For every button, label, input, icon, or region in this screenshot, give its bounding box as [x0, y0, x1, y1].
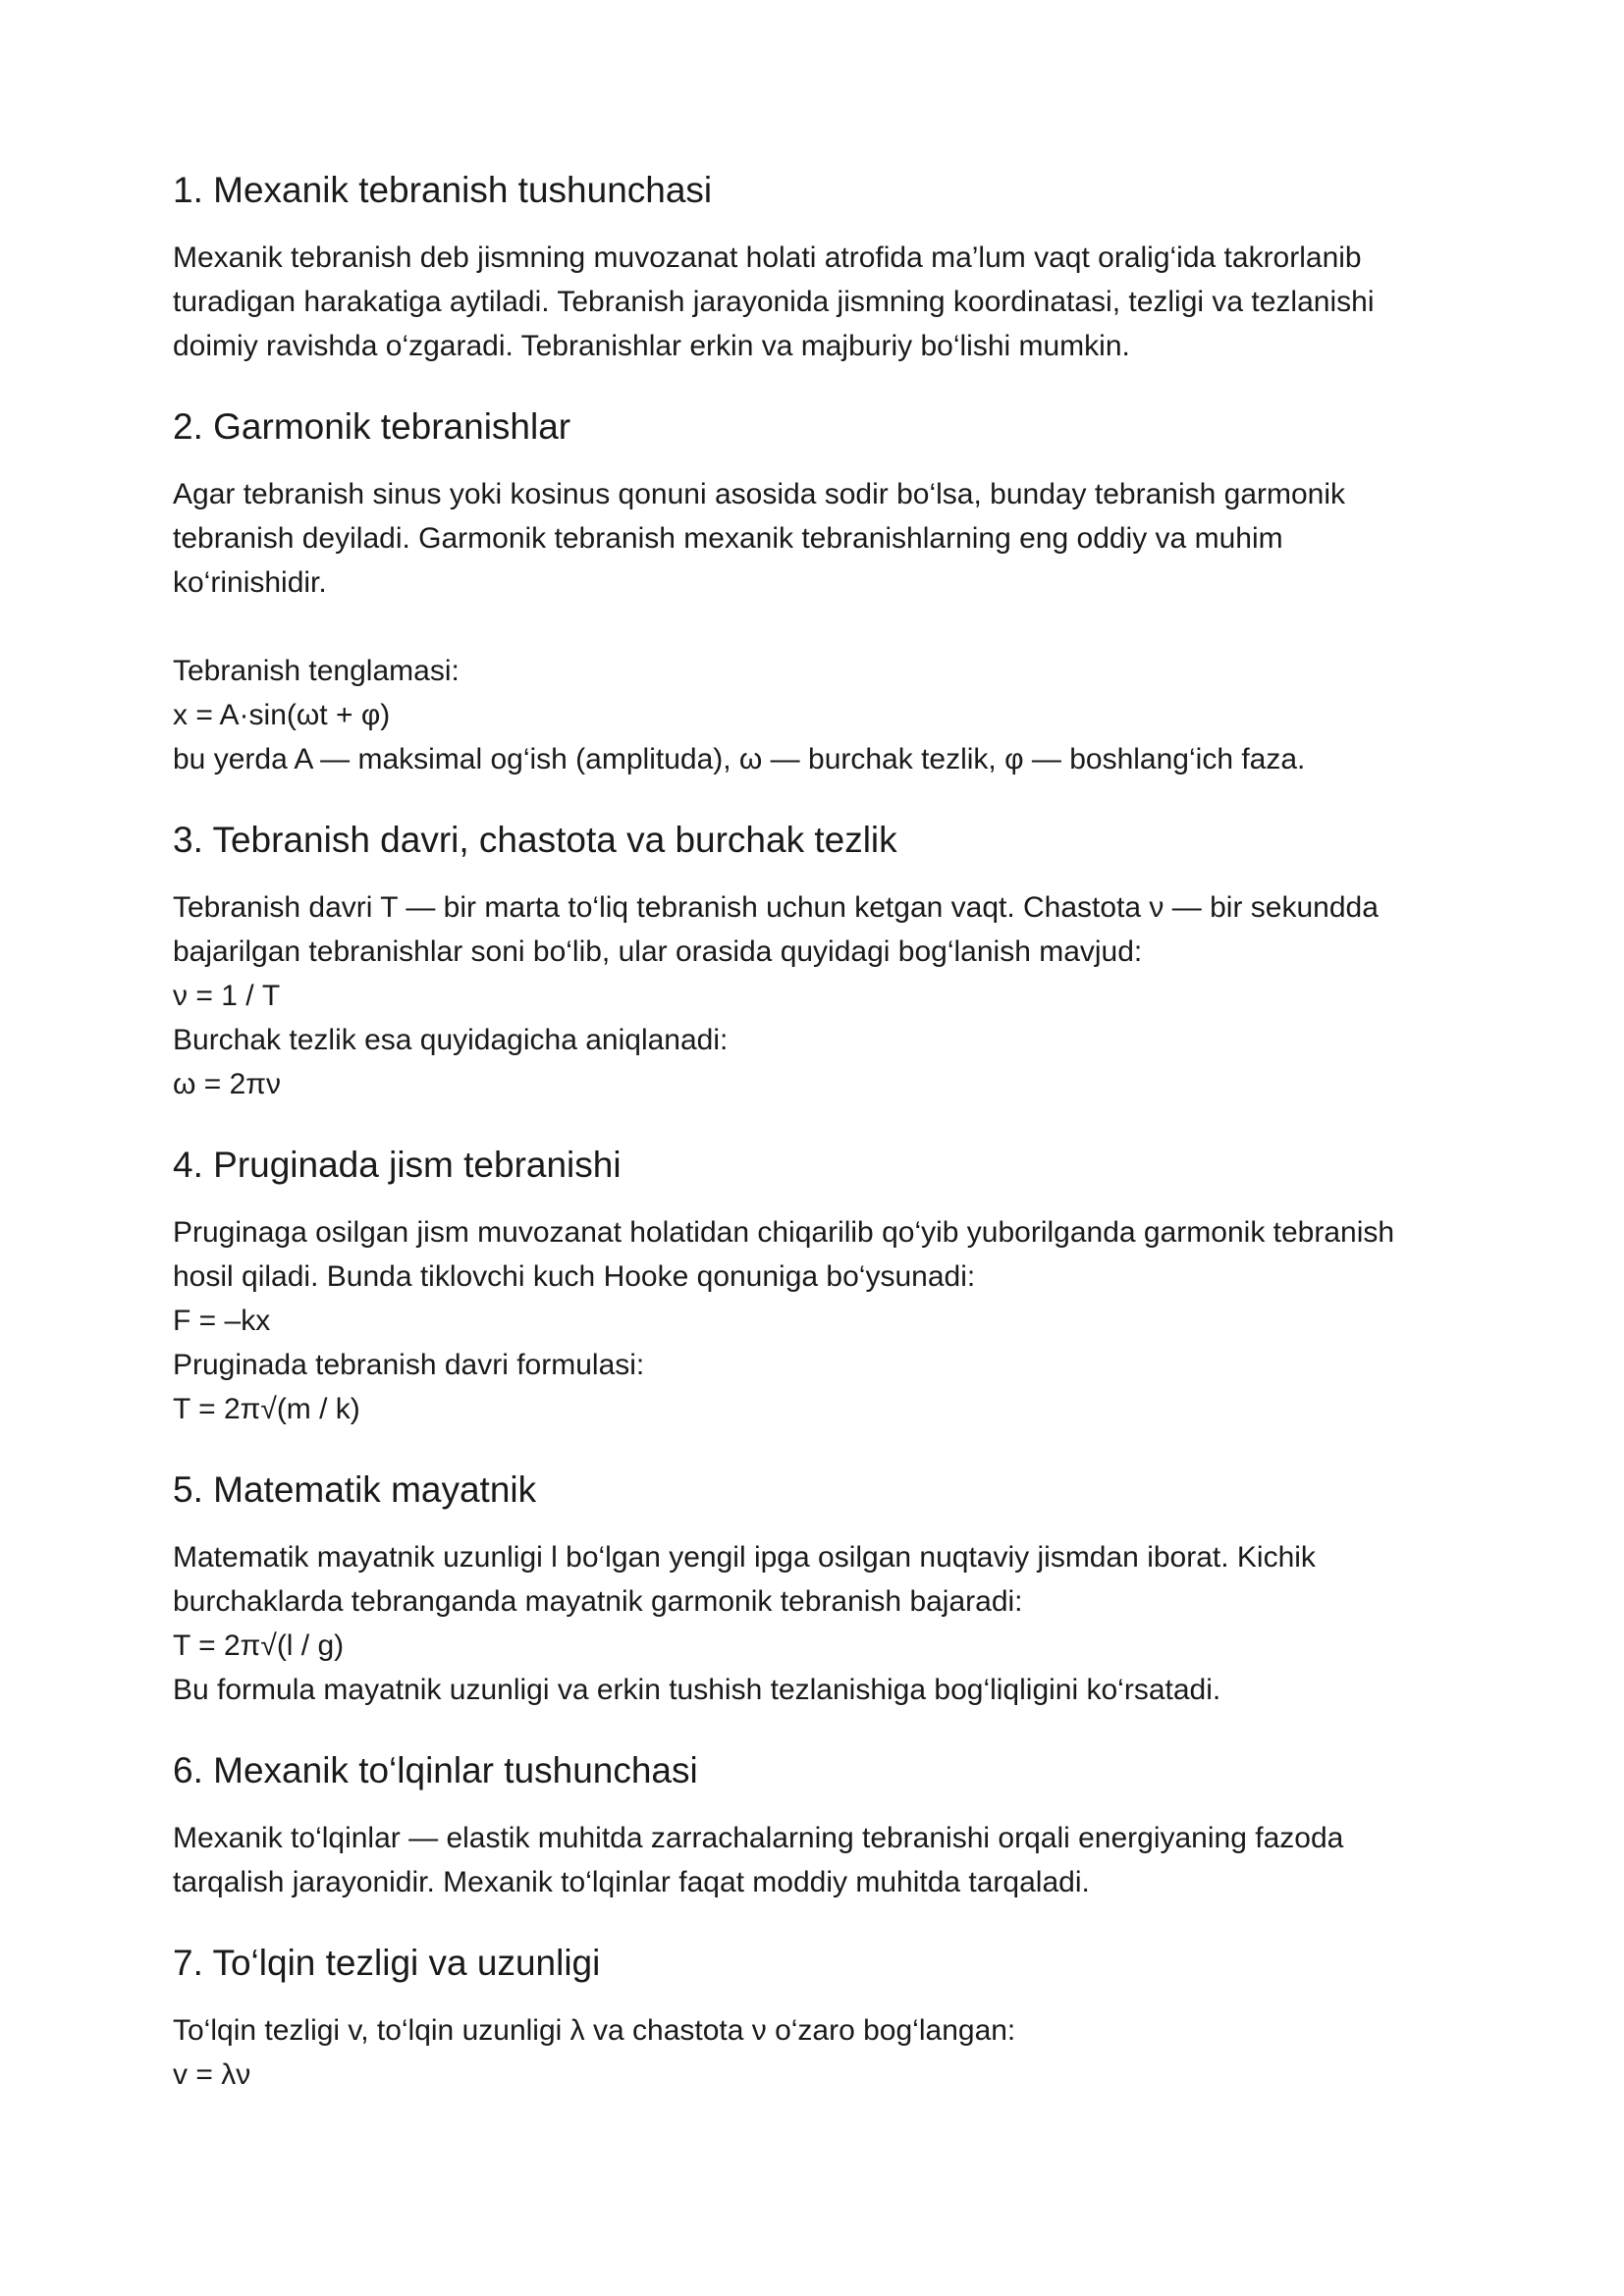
section-2 [173, 403, 1469, 781]
section-paragraph [173, 1210, 1469, 1431]
section-7 [173, 1940, 1469, 2097]
text-line: Matematik mayatnik uzunligi l bo‘lgan yengil ipga osilgan nuqtaviy jismdan iborat. Kichik [173, 1541, 1316, 1574]
formula-line: ν = 1 / T [173, 980, 281, 1012]
text-line: Bu formula mayatnik uzunligi va erkin tushish tezlanishiga bog‘liqligini ko‘rsatadi. [173, 1674, 1221, 1706]
formula-line: x = A·sin(ωt + φ) [173, 699, 391, 731]
text-line: Mexanik tebranish deb jismning muvozanat holati atrofida ma’lum vaqt oralig‘ida takrorlanib [173, 241, 1362, 274]
text-line: Burchak tezlik esa quyidagicha aniqlanadi: [173, 1024, 729, 1056]
section-heading: 6. Mexanik to‘lqinlar tushunchasi [173, 1750, 698, 1790]
section-heading: 5. Matematik mayatnik [173, 1469, 537, 1510]
text-line: tebranish deyiladi. Garmonik tebranish mexanik tebranishlarning eng oddiy va muhim [173, 522, 1283, 555]
section-4 [173, 1142, 1469, 1431]
section-paragraph [173, 2008, 1469, 2097]
equation-block [173, 649, 1469, 781]
section-paragraph [173, 236, 1469, 368]
text-line: ko‘rinishidir. [173, 566, 327, 599]
formula-line: T = 2π√(m / k) [173, 1393, 360, 1425]
text-line: Mexanik to‘lqinlar — elastik muhitda zarrachalarning tebranishi orqali energiyaning fazoda [173, 1822, 1344, 1854]
section-1 [173, 167, 1469, 368]
section-heading: 4. Pruginada jism tebranishi [173, 1145, 622, 1185]
section-heading: 7. To‘lqin tezligi va uzunligi [173, 1943, 601, 1983]
section-heading: 3. Tebranish davri, chastota va burchak tezlik [173, 820, 897, 860]
section-heading: 2. Garmonik tebranishlar [173, 406, 571, 447]
formula-line: ω = 2πν [173, 1068, 281, 1100]
text-line: Tebranish tenglamasi: [173, 655, 460, 687]
section-paragraph [173, 1816, 1469, 1904]
text-line: doimiy ravishda o‘zgaradi. Tebranishlar erkin va majburiy bo‘lishi mumkin. [173, 330, 1130, 362]
section-paragraph [173, 885, 1469, 1106]
text-line: Tebranish davri T — bir marta to‘liq tebranish uchun ketgan vaqt. Chastota ν — bir sekundda [173, 891, 1379, 924]
text-line: bu yerda A — maksimal og‘ish (amplituda), ω — burchak tezlik, φ — boshlang‘ich faza. [173, 743, 1306, 775]
text-line: Agar tebranish sinus yoki kosinus qonuni asosida sodir bo‘lsa, bunday tebranish garmonik [173, 478, 1346, 510]
text-line: bajarilgan tebranishlar soni bo‘lib, ular orasida quyidagi bog‘lanish mavjud: [173, 935, 1143, 968]
formula-line: T = 2π√(l / g) [173, 1629, 345, 1662]
text-line: Pruginaga osilgan jism muvozanat holatidan chiqarilib qo‘yib yuborilganda garmonik tebranish [173, 1216, 1395, 1249]
text-line: To‘lqin tezligi v, to‘lqin uzunligi λ va chastota ν o‘zaro bog‘langan: [173, 2014, 1016, 2047]
document-page [173, 167, 1469, 2097]
section-paragraph [173, 1535, 1469, 1712]
text-line: tarqalish jarayonidir. Mexanik to‘lqinlar faqat moddiy muhitda tarqaladi. [173, 1866, 1090, 1898]
section-paragraph [173, 472, 1469, 605]
section-heading: 1. Mexanik tebranish tushunchasi [173, 170, 713, 210]
formula-line: F = –kx [173, 1305, 271, 1337]
section-6 [173, 1747, 1469, 1904]
section-5 [173, 1467, 1469, 1712]
section-3 [173, 817, 1469, 1106]
text-line: hosil qiladi. Bunda tiklovchi kuch Hooke qonuniga bo‘ysunadi: [173, 1260, 976, 1293]
formula-line: v = λν [173, 2058, 251, 2091]
text-line: Pruginada tebranish davri formulasi: [173, 1349, 645, 1381]
text-line: burchaklarda tebranganda mayatnik garmonik tebranish bajaradi: [173, 1585, 1023, 1618]
text-line: turadigan harakatiga aytiladi. Tebranish jarayonida jismning koordinatasi, tezligi va tezlanishi [173, 286, 1375, 318]
